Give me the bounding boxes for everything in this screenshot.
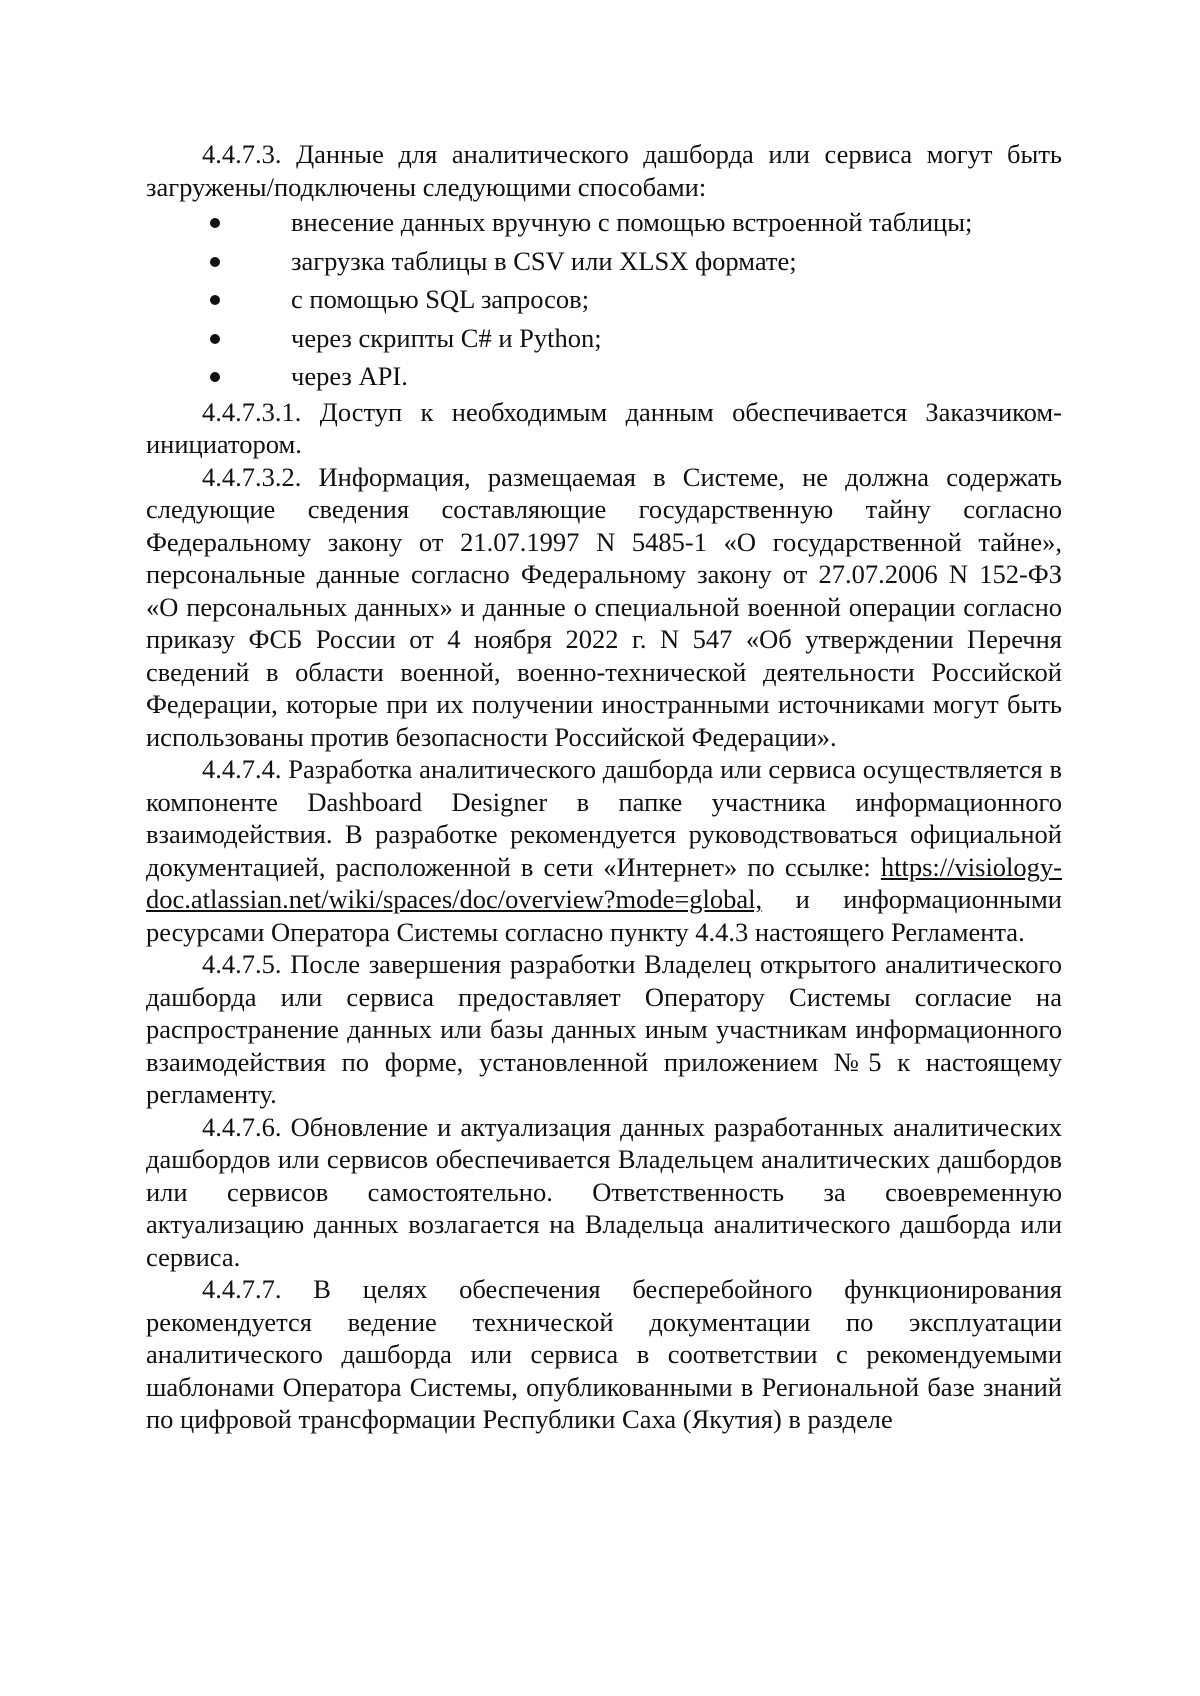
paragraph-text: 4.4.7.4. Разработка аналитического дашборда или сервиса осуществляется в компоненте Dashboard Designer в папке участника информационного взаимодействия. В разработке рекомендуется руководствоваться официальной документацией, расположенной в сети «Интернет» по ссылке:	[146, 754, 1062, 882]
document-page	[146, 138, 1062, 1436]
paragraph-text: и информационными ресурсами Оператора Системы согласно пункту 4.4.3 настоящего Регламента.	[146, 884, 1062, 947]
paragraph-4-4-7-4	[146, 753, 1062, 948]
data-loading-methods-list	[146, 203, 1062, 396]
bullet-icon	[210, 372, 220, 382]
bullet-icon	[210, 295, 220, 305]
paragraph-4-4-7-7: 4.4.7.7. В целях обеспечения бесперебойного функционирования рекомендуется ведение технической документации по эксплуатации аналитического дашборда или сервиса в соответствии с рекомендуемыми шаблонами Оператора Системы, опубликованными в Региональной базе знаний по цифровой трансформации Республики Саха (Якутия) в разделе	[146, 1274, 1062, 1435]
list-item-text: через скрипты C# и Python;	[291, 322, 602, 353]
list-item	[146, 280, 1062, 319]
paragraph-4-4-7-6: 4.4.7.6. Обновление и актуализация данных разработанных аналитических дашбордов или сервисов обеспечивается Владельцем аналитических дашбордов или сервисов самостоятельно. Ответственность за своевременную актуализацию данных возлагается на Владельца аналитического дашборда или сервиса.	[146, 1111, 1062, 1272]
paragraph-4-4-7-5: 4.4.7.5. После завершения разработки Владелец открытого аналитического дашборда или сервиса предоставляет Оператору Системы согласие на распространение данных или базы данных иным участникам информационного взаимодействия по форме, установленной приложением №5 к настоящему регламенту.	[146, 949, 1062, 1110]
bullet-icon	[210, 334, 220, 344]
list-item	[146, 203, 1062, 242]
list-item	[146, 242, 1062, 281]
documentation-link[interactable]: https://visiology-doc.atlassian.net/wiki/spaces/doc/overview?mode=global,	[146, 851, 1062, 915]
paragraph-4-4-7-3-2: 4.4.7.3.2. Информация, размещаемая в Системе, не должна содержать следующие сведения составляющие государственную тайну согласно Федеральному закону от 21.07.1997 N 5485-1 «О государственной тайне», персональные данные согласно Федеральному закону от 27.07.2006 N 152-ФЗ «О персональных данных» и данные о специальной военной операции согласно приказу ФСБ России от 4 ноября 2022 г. N 547 «Об утверждении Перечня сведений в области военной, военно-технической деятельности Российской Федерации, которые при их получении иностранными источниками могут быть использованы против безопасности Российской Федерации».	[146, 461, 1062, 752]
paragraph-4-4-7-3: 4.4.7.3. Данные для аналитического дашборда или сервиса могут быть загружены/подключены следующими способами:	[146, 139, 1062, 202]
list-item-text: загрузка таблицы в CSV или XLSX формате;	[291, 245, 797, 276]
bullet-icon	[210, 218, 220, 228]
list-item-text: через API.	[291, 361, 408, 392]
list-item-text: с помощью SQL запросов;	[291, 284, 590, 315]
list-item	[146, 357, 1062, 396]
bullet-icon	[210, 257, 220, 267]
paragraph-4-4-7-3-1: 4.4.7.3.1. Доступ к необходимым данным обеспечивается Заказчиком-инициатором.	[146, 396, 1062, 460]
list-item	[146, 319, 1062, 358]
list-item-text: внесение данных вручную с помощью встроенной таблицы;	[291, 207, 973, 237]
